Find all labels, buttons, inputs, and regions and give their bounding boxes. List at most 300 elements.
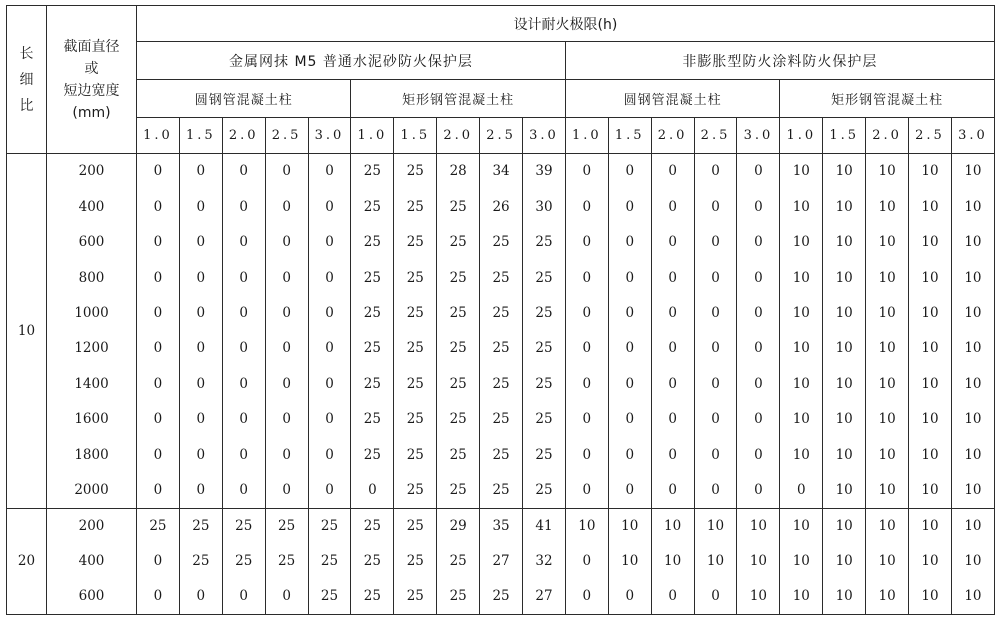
- thickness-value-cell: 0: [137, 366, 180, 401]
- thickness-value-cell: 10: [780, 260, 823, 295]
- thickness-value-cell: 0: [608, 189, 651, 224]
- fire-limit-cell: 2.5: [694, 118, 737, 154]
- thickness-value-cell: 25: [437, 402, 480, 437]
- thickness-value-cell: 0: [694, 260, 737, 295]
- fire-limit-cell: 2.5: [480, 118, 523, 154]
- thickness-value-cell: 0: [265, 154, 308, 189]
- thickness-value-cell: 25: [265, 543, 308, 578]
- thickness-value-cell: 10: [823, 366, 866, 401]
- thickness-value-cell: 0: [265, 224, 308, 259]
- fire-protection-table: [6, 5, 995, 615]
- thickness-value-cell: 0: [651, 473, 694, 508]
- thickness-value-cell: 0: [608, 154, 651, 189]
- thickness-value-cell: 10: [823, 473, 866, 508]
- thickness-value-cell: 25: [437, 366, 480, 401]
- thickness-value-cell: 10: [694, 543, 737, 578]
- thickness-value-cell: 10: [909, 260, 952, 295]
- thickness-value-cell: 0: [608, 260, 651, 295]
- thickness-value-cell: 25: [437, 260, 480, 295]
- thickness-value-cell: 10: [909, 154, 952, 189]
- thickness-value-cell: 0: [565, 543, 608, 578]
- thickness-value-cell: 0: [308, 437, 351, 472]
- thickness-value-cell: 25: [394, 260, 437, 295]
- thickness-value-cell: 0: [179, 224, 222, 259]
- thickness-value-cell: 0: [694, 295, 737, 330]
- thickness-value-cell: 10: [951, 189, 994, 224]
- thickness-value-cell: 0: [179, 437, 222, 472]
- thickness-value-cell: 25: [351, 437, 394, 472]
- thickness-value-cell: 10: [780, 437, 823, 472]
- thickness-value-cell: 0: [737, 295, 780, 330]
- thickness-value-cell: 0: [179, 189, 222, 224]
- thickness-value-cell: 10: [951, 437, 994, 472]
- table-row: [7, 366, 995, 401]
- section-size-header-line: 或: [84, 60, 99, 77]
- thickness-value-cell: 0: [694, 154, 737, 189]
- fire-limit-cell: 2.0: [651, 118, 694, 154]
- thickness-value-cell: 0: [694, 579, 737, 615]
- thickness-value-cell: 25: [308, 579, 351, 615]
- thickness-value-cell: 0: [608, 295, 651, 330]
- section-size-cell: 200: [47, 508, 137, 543]
- section-size-header-line: 短边宽度: [63, 82, 120, 99]
- thickness-value-cell: 25: [394, 224, 437, 259]
- thickness-value-cell: 0: [608, 437, 651, 472]
- thickness-value-cell: 0: [265, 366, 308, 401]
- fire-limit-cell: 1.0: [351, 118, 394, 154]
- thickness-value-cell: 25: [394, 295, 437, 330]
- subgroup-header-circular: 圆钢管混凝土柱: [137, 80, 351, 118]
- thickness-value-cell: 0: [222, 260, 265, 295]
- thickness-value-cell: 10: [780, 508, 823, 543]
- thickness-value-cell: 0: [651, 331, 694, 366]
- thickness-value-cell: 25: [351, 154, 394, 189]
- thickness-value-cell: 25: [394, 331, 437, 366]
- fire-limit-header: 设计耐火极限(h): [137, 6, 995, 42]
- thickness-value-cell: 0: [565, 437, 608, 472]
- thickness-value-cell: 25: [437, 189, 480, 224]
- thickness-value-cell: 10: [909, 437, 952, 472]
- thickness-value-cell: 25: [179, 543, 222, 578]
- thickness-value-cell: 10: [909, 508, 952, 543]
- thickness-value-cell: 0: [608, 402, 651, 437]
- thickness-value-cell: 25: [437, 579, 480, 615]
- thickness-value-cell: 10: [951, 473, 994, 508]
- thickness-value-cell: 10: [823, 189, 866, 224]
- thickness-value-cell: 0: [308, 331, 351, 366]
- thickness-value-cell: 0: [179, 260, 222, 295]
- thickness-value-cell: 0: [137, 543, 180, 578]
- table-row: [7, 473, 995, 508]
- thickness-value-cell: 0: [308, 224, 351, 259]
- thickness-value-cell: 25: [523, 473, 566, 508]
- table-row: [7, 189, 995, 224]
- fire-protection-table-container: [6, 5, 994, 615]
- thickness-value-cell: 25: [394, 437, 437, 472]
- thickness-value-cell: 0: [737, 473, 780, 508]
- thickness-value-cell: 25: [137, 508, 180, 543]
- slenderness-header-line: 比: [19, 97, 34, 114]
- thickness-value-cell: 10: [737, 579, 780, 615]
- thickness-value-cell: 0: [222, 154, 265, 189]
- thickness-value-cell: 10: [866, 295, 909, 330]
- thickness-value-cell: 0: [651, 402, 694, 437]
- thickness-value-cell: 10: [780, 154, 823, 189]
- thickness-value-cell: 25: [437, 224, 480, 259]
- section-size-header: [47, 6, 137, 154]
- thickness-value-cell: 10: [823, 295, 866, 330]
- thickness-value-cell: 0: [694, 224, 737, 259]
- thickness-value-cell: 10: [780, 579, 823, 615]
- thickness-value-cell: 25: [437, 331, 480, 366]
- table-row: [7, 331, 995, 366]
- section-size-cell: 1200: [47, 331, 137, 366]
- thickness-value-cell: 10: [909, 579, 952, 615]
- thickness-value-cell: 0: [737, 437, 780, 472]
- thickness-value-cell: 10: [823, 437, 866, 472]
- thickness-value-cell: 25: [480, 473, 523, 508]
- thickness-value-cell: 25: [394, 473, 437, 508]
- thickness-value-cell: 0: [308, 473, 351, 508]
- section-size-cell: 1400: [47, 366, 137, 401]
- thickness-value-cell: 25: [523, 331, 566, 366]
- thickness-value-cell: 10: [866, 437, 909, 472]
- fire-limit-cell: 1.5: [179, 118, 222, 154]
- thickness-value-cell: 25: [351, 224, 394, 259]
- table-row: [7, 579, 995, 615]
- thickness-value-cell: 0: [694, 331, 737, 366]
- section-size-cell: 200: [47, 154, 137, 189]
- thickness-value-cell: 10: [823, 154, 866, 189]
- thickness-value-cell: 25: [437, 473, 480, 508]
- thickness-value-cell: 27: [523, 579, 566, 615]
- thickness-value-cell: 0: [608, 579, 651, 615]
- thickness-value-cell: 25: [480, 260, 523, 295]
- thickness-value-cell: 25: [222, 508, 265, 543]
- thickness-value-cell: 25: [265, 508, 308, 543]
- thickness-value-cell: 10: [608, 543, 651, 578]
- section-size-cell: 400: [47, 189, 137, 224]
- thickness-value-cell: 0: [565, 189, 608, 224]
- thickness-value-cell: 10: [823, 543, 866, 578]
- thickness-value-cell: 0: [308, 260, 351, 295]
- thickness-value-cell: 10: [951, 295, 994, 330]
- thickness-value-cell: 0: [565, 579, 608, 615]
- thickness-value-cell: 0: [565, 154, 608, 189]
- thickness-value-cell: 0: [651, 295, 694, 330]
- thickness-value-cell: 0: [565, 366, 608, 401]
- thickness-value-cell: 25: [437, 543, 480, 578]
- thickness-value-cell: 0: [694, 437, 737, 472]
- fire-limit-cell: 1.5: [608, 118, 651, 154]
- fire-limit-cell: 2.0: [866, 118, 909, 154]
- slenderness-header: [7, 6, 47, 154]
- thickness-value-cell: 10: [866, 543, 909, 578]
- thickness-value-cell: 25: [394, 154, 437, 189]
- thickness-value-cell: 25: [179, 508, 222, 543]
- thickness-value-cell: 0: [222, 224, 265, 259]
- thickness-value-cell: 25: [523, 366, 566, 401]
- thickness-value-cell: 10: [780, 331, 823, 366]
- thickness-value-cell: 10: [909, 331, 952, 366]
- thickness-value-cell: 10: [951, 154, 994, 189]
- thickness-value-cell: 10: [866, 224, 909, 259]
- thickness-value-cell: 0: [179, 331, 222, 366]
- thickness-value-cell: 25: [394, 366, 437, 401]
- thickness-value-cell: 0: [308, 402, 351, 437]
- thickness-value-cell: 27: [480, 543, 523, 578]
- thickness-value-cell: 10: [608, 508, 651, 543]
- thickness-value-cell: 0: [222, 437, 265, 472]
- thickness-value-cell: 10: [823, 579, 866, 615]
- table-row: [7, 295, 995, 330]
- thickness-value-cell: 10: [909, 402, 952, 437]
- thickness-value-cell: 25: [351, 543, 394, 578]
- thickness-value-cell: 0: [179, 473, 222, 508]
- thickness-value-cell: 10: [866, 473, 909, 508]
- subgroup-header-circular: 圆钢管混凝土柱: [565, 80, 779, 118]
- thickness-value-cell: 0: [351, 473, 394, 508]
- fire-limit-cell: 1.0: [565, 118, 608, 154]
- thickness-value-cell: 10: [651, 508, 694, 543]
- thickness-value-cell: 0: [651, 579, 694, 615]
- thickness-value-cell: 25: [480, 331, 523, 366]
- thickness-value-cell: 10: [823, 331, 866, 366]
- thickness-value-cell: 25: [351, 366, 394, 401]
- thickness-value-cell: 25: [394, 189, 437, 224]
- thickness-value-cell: 25: [222, 543, 265, 578]
- thickness-value-cell: 10: [909, 473, 952, 508]
- thickness-value-cell: 0: [308, 189, 351, 224]
- thickness-value-cell: 25: [308, 543, 351, 578]
- thickness-value-cell: 10: [951, 508, 994, 543]
- thickness-value-cell: 0: [565, 331, 608, 366]
- thickness-value-cell: 10: [866, 508, 909, 543]
- thickness-value-cell: 25: [480, 366, 523, 401]
- thickness-value-cell: 25: [480, 224, 523, 259]
- thickness-value-cell: 0: [222, 189, 265, 224]
- thickness-value-cell: 0: [737, 402, 780, 437]
- table-row: [7, 224, 995, 259]
- fire-limit-cell: 2.5: [265, 118, 308, 154]
- thickness-value-cell: 0: [137, 473, 180, 508]
- thickness-value-cell: 25: [480, 295, 523, 330]
- thickness-value-cell: 25: [351, 402, 394, 437]
- thickness-value-cell: 10: [565, 508, 608, 543]
- thickness-value-cell: 10: [866, 260, 909, 295]
- thickness-value-cell: 10: [866, 579, 909, 615]
- thickness-value-cell: 0: [137, 295, 180, 330]
- thickness-value-cell: 0: [179, 154, 222, 189]
- section-size-cell: 400: [47, 543, 137, 578]
- thickness-value-cell: 0: [222, 366, 265, 401]
- thickness-value-cell: 0: [651, 189, 694, 224]
- thickness-value-cell: 0: [737, 260, 780, 295]
- section-size-cell: 1800: [47, 437, 137, 472]
- thickness-value-cell: 0: [608, 473, 651, 508]
- thickness-value-cell: 0: [179, 579, 222, 615]
- thickness-value-cell: 0: [694, 366, 737, 401]
- thickness-value-cell: 25: [394, 508, 437, 543]
- thickness-value-cell: 25: [523, 402, 566, 437]
- thickness-value-cell: 0: [565, 295, 608, 330]
- thickness-value-cell: 25: [437, 295, 480, 330]
- table-row: [7, 437, 995, 472]
- thickness-value-cell: 10: [780, 224, 823, 259]
- thickness-value-cell: 0: [179, 295, 222, 330]
- thickness-value-cell: 0: [179, 366, 222, 401]
- thickness-value-cell: 10: [823, 224, 866, 259]
- slenderness-header-line: 长: [19, 45, 34, 62]
- thickness-value-cell: 10: [866, 366, 909, 401]
- thickness-value-cell: 10: [951, 260, 994, 295]
- fire-limit-cell: 3.0: [523, 118, 566, 154]
- thickness-value-cell: 10: [909, 295, 952, 330]
- thickness-value-cell: 28: [437, 154, 480, 189]
- thickness-value-cell: 0: [608, 331, 651, 366]
- thickness-value-cell: 0: [651, 154, 694, 189]
- subgroup-header-rectangular: 矩形钢管混凝土柱: [351, 80, 565, 118]
- section-size-cell: 600: [47, 224, 137, 259]
- thickness-value-cell: 0: [737, 189, 780, 224]
- thickness-value-cell: 0: [265, 260, 308, 295]
- thickness-value-cell: 35: [480, 508, 523, 543]
- thickness-value-cell: 10: [951, 366, 994, 401]
- thickness-value-cell: 0: [565, 260, 608, 295]
- section-size-cell: 1000: [47, 295, 137, 330]
- thickness-value-cell: 0: [737, 154, 780, 189]
- thickness-value-cell: 10: [866, 154, 909, 189]
- thickness-value-cell: 0: [737, 224, 780, 259]
- thickness-value-cell: 0: [694, 402, 737, 437]
- thickness-value-cell: 0: [137, 402, 180, 437]
- section-size-header-line: (mm): [72, 104, 111, 121]
- thickness-value-cell: 0: [222, 295, 265, 330]
- thickness-value-cell: 0: [137, 437, 180, 472]
- fire-limit-cell: 1.5: [823, 118, 866, 154]
- thickness-value-cell: 10: [694, 508, 737, 543]
- thickness-value-cell: 10: [909, 543, 952, 578]
- thickness-value-cell: 25: [394, 402, 437, 437]
- thickness-value-cell: 25: [394, 543, 437, 578]
- thickness-value-cell: 25: [308, 508, 351, 543]
- fire-limit-cell: 3.0: [951, 118, 994, 154]
- section-size-cell: 800: [47, 260, 137, 295]
- thickness-value-cell: 25: [351, 579, 394, 615]
- thickness-value-cell: 10: [737, 543, 780, 578]
- thickness-value-cell: 0: [780, 473, 823, 508]
- thickness-value-cell: 0: [308, 154, 351, 189]
- thickness-value-cell: 10: [823, 260, 866, 295]
- thickness-value-cell: 39: [523, 154, 566, 189]
- thickness-value-cell: 0: [694, 189, 737, 224]
- section-size-header-line: 截面直径: [63, 38, 120, 55]
- thickness-value-cell: 0: [565, 224, 608, 259]
- thickness-value-cell: 0: [222, 579, 265, 615]
- thickness-value-cell: 0: [651, 224, 694, 259]
- thickness-value-cell: 0: [565, 402, 608, 437]
- fire-limit-cell: 2.5: [909, 118, 952, 154]
- thickness-value-cell: 25: [437, 437, 480, 472]
- table-row: [7, 154, 995, 189]
- thickness-value-cell: 0: [265, 473, 308, 508]
- thickness-value-cell: 30: [523, 189, 566, 224]
- thickness-value-cell: 10: [909, 366, 952, 401]
- thickness-value-cell: 10: [780, 543, 823, 578]
- thickness-value-cell: 41: [523, 508, 566, 543]
- thickness-value-cell: 0: [137, 154, 180, 189]
- thickness-value-cell: 25: [351, 508, 394, 543]
- thickness-value-cell: 10: [951, 579, 994, 615]
- thickness-value-cell: 0: [222, 331, 265, 366]
- thickness-value-cell: 0: [608, 366, 651, 401]
- thickness-value-cell: 10: [780, 366, 823, 401]
- thickness-value-cell: 25: [480, 437, 523, 472]
- thickness-value-cell: 0: [651, 260, 694, 295]
- thickness-value-cell: 0: [222, 473, 265, 508]
- fire-limit-cell: 2.0: [437, 118, 480, 154]
- thickness-value-cell: 26: [480, 189, 523, 224]
- fire-limit-cell: 1.5: [394, 118, 437, 154]
- table-row: [7, 260, 995, 295]
- thickness-value-cell: 25: [351, 189, 394, 224]
- table-row: [7, 508, 995, 543]
- thickness-value-cell: 25: [523, 295, 566, 330]
- thickness-value-cell: 25: [480, 579, 523, 615]
- thickness-value-cell: 10: [866, 331, 909, 366]
- table-row: [7, 402, 995, 437]
- thickness-value-cell: 10: [823, 508, 866, 543]
- thickness-value-cell: 0: [265, 402, 308, 437]
- thickness-value-cell: 0: [222, 402, 265, 437]
- thickness-value-cell: 10: [780, 295, 823, 330]
- thickness-value-cell: 0: [265, 295, 308, 330]
- slenderness-cell: 20: [7, 508, 47, 614]
- thickness-value-cell: 0: [265, 579, 308, 615]
- thickness-value-cell: 0: [137, 331, 180, 366]
- thickness-value-cell: 25: [351, 295, 394, 330]
- thickness-value-cell: 29: [437, 508, 480, 543]
- thickness-value-cell: 0: [308, 295, 351, 330]
- thickness-value-cell: 0: [179, 402, 222, 437]
- thickness-value-cell: 10: [951, 224, 994, 259]
- section-size-cell: 2000: [47, 473, 137, 508]
- thickness-value-cell: 25: [394, 579, 437, 615]
- thickness-value-cell: 0: [737, 331, 780, 366]
- section-size-cell: 600: [47, 579, 137, 615]
- thickness-value-cell: 0: [137, 579, 180, 615]
- thickness-value-cell: 25: [523, 260, 566, 295]
- thickness-value-cell: 10: [780, 189, 823, 224]
- thickness-value-cell: 10: [737, 508, 780, 543]
- thickness-value-cell: 0: [265, 437, 308, 472]
- slenderness-header-line: 细: [19, 71, 34, 88]
- thickness-value-cell: 25: [523, 437, 566, 472]
- thickness-value-cell: 32: [523, 543, 566, 578]
- fire-limit-cell: 2.0: [222, 118, 265, 154]
- thickness-value-cell: 25: [351, 260, 394, 295]
- thickness-value-cell: 10: [951, 543, 994, 578]
- thickness-value-cell: 25: [351, 331, 394, 366]
- thickness-value-cell: 0: [694, 473, 737, 508]
- thickness-value-cell: 0: [137, 224, 180, 259]
- thickness-value-cell: 0: [565, 473, 608, 508]
- thickness-value-cell: 0: [265, 189, 308, 224]
- thickness-value-cell: 0: [651, 366, 694, 401]
- table-row: [7, 543, 995, 578]
- thickness-value-cell: 10: [651, 543, 694, 578]
- fire-limit-cell: 3.0: [308, 118, 351, 154]
